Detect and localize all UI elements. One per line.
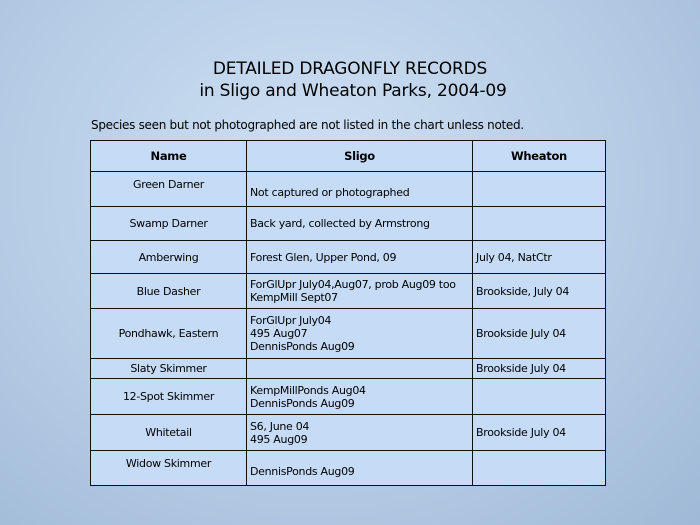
table-row <box>91 274 606 309</box>
sligo-record: Forest Glen, Upper Pond, 09 <box>250 250 397 264</box>
wheaton-record: Brookside July 04 <box>476 426 566 439</box>
dragonfly-records-table <box>90 140 606 486</box>
wheaton-cell <box>473 241 606 274</box>
sligo-cell <box>247 379 473 415</box>
table-row <box>91 172 606 207</box>
table-row <box>91 451 606 486</box>
sligo-record: KempMillPonds Aug04 <box>250 383 366 397</box>
species-name: Green Darner <box>91 172 247 207</box>
sligo-record: 495 Aug07 <box>250 327 308 340</box>
species-name: Amberwing <box>91 241 247 274</box>
sligo-cell <box>247 451 473 486</box>
wheaton-cell <box>473 207 606 241</box>
sligo-cell <box>247 172 473 207</box>
wheaton-cell <box>473 359 606 379</box>
sligo-record: DennisPonds Aug09 <box>250 464 355 478</box>
sligo-cell <box>247 207 473 241</box>
wheaton-cell <box>473 309 606 359</box>
sligo-record: Not captured or photographed <box>250 185 410 199</box>
wheaton-cell <box>473 415 606 451</box>
species-name: Whitetail <box>91 415 247 451</box>
table-row <box>91 379 606 415</box>
wheaton-record: Brookside, July 04 <box>476 284 570 298</box>
species-name: Widow Skimmer <box>91 451 247 486</box>
title-line-2: in Sligo and Wheaton Parks, 2004-09 <box>199 81 507 101</box>
wheaton-cell <box>473 274 606 309</box>
header-sligo: Sligo <box>247 141 473 172</box>
sligo-cell <box>247 241 473 274</box>
sligo-record: Back yard, collected by Armstrong <box>250 217 430 230</box>
sligo-record: S6, June 04 <box>250 419 310 433</box>
table-row <box>91 309 606 359</box>
sligo-record: DennisPonds Aug09 <box>250 340 355 353</box>
sligo-record: ForGlUpr July04,Aug07, prob Aug09 too <box>250 278 456 291</box>
title-line-1: DETAILED DRAGONFLY RECORDS <box>212 59 488 79</box>
sligo-cell <box>247 274 473 309</box>
header-row <box>91 141 606 172</box>
header-wheaton: Wheaton <box>473 141 606 172</box>
wheaton-record: July 04, NatCtr <box>476 250 552 264</box>
sligo-record: ForGlUpr July04 <box>250 314 332 327</box>
sligo-cell <box>247 309 473 359</box>
sligo-cell <box>247 415 473 451</box>
table-row <box>91 415 606 451</box>
species-name: Blue Dasher <box>91 274 247 309</box>
sligo-record: 495 Aug09 <box>250 432 308 446</box>
sligo-record: DennisPonds Aug09 <box>250 396 355 410</box>
wheaton-record: Brookside July 04 <box>476 327 566 340</box>
table-row <box>91 241 606 274</box>
table-row <box>91 207 606 241</box>
wheaton-record: Brookside July 04 <box>476 362 566 375</box>
table-row <box>91 359 606 379</box>
wheaton-cell <box>473 172 606 207</box>
species-name: Pondhawk, Eastern <box>91 309 247 359</box>
table-note: Species seen but not photographed are not listed in the chart unless noted. <box>91 118 524 132</box>
sligo-record: KempMill Sept07 <box>250 291 338 304</box>
species-name: 12-Spot Skimmer <box>91 379 247 415</box>
wheaton-cell <box>473 451 606 486</box>
header-name: Name <box>91 141 247 172</box>
wheaton-cell <box>473 379 606 415</box>
species-name: Swamp Darner <box>91 207 247 241</box>
sligo-cell <box>247 359 473 379</box>
slide-title <box>0 58 700 102</box>
species-name: Slaty Skimmer <box>91 359 247 379</box>
